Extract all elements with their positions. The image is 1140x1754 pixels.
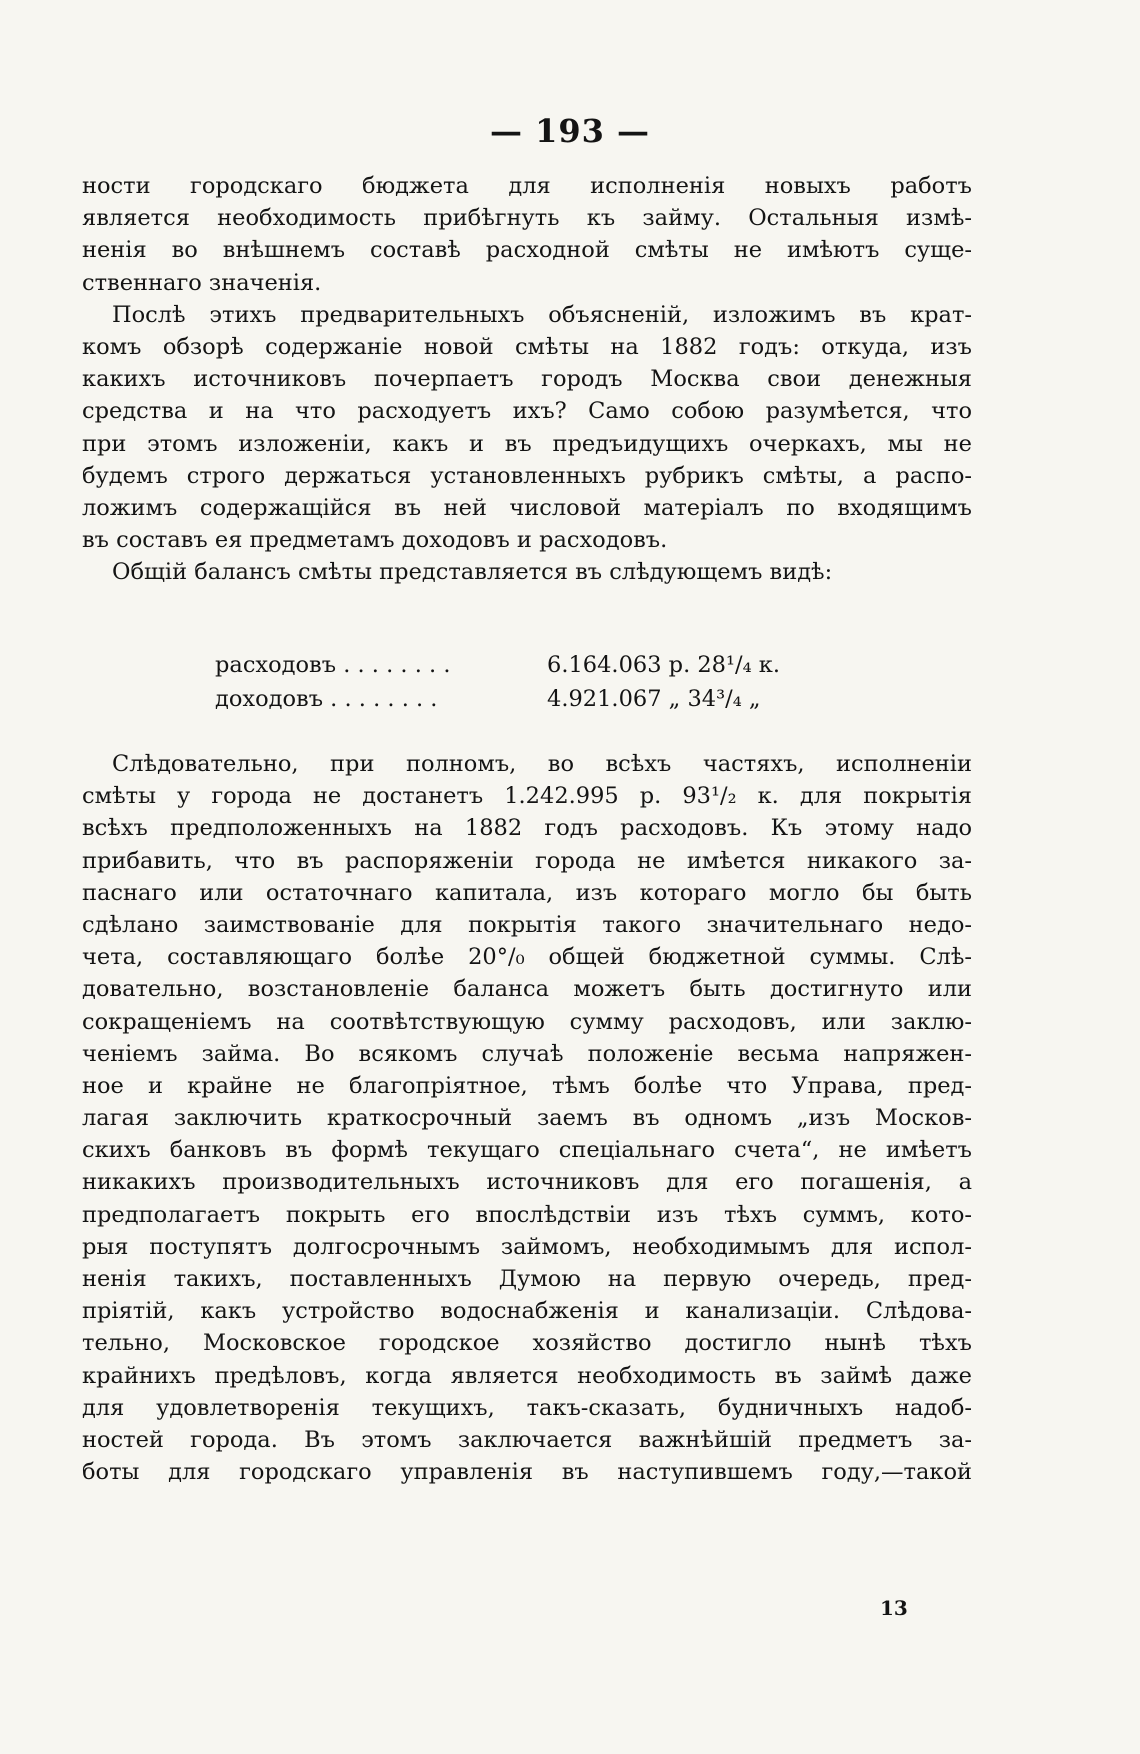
text-line: является необходимость прибѣгнуть къ займу. Остальныя измѣ- <box>82 205 972 232</box>
text-line: лагая заключить краткосрочный заемъ въ одномъ „изъ Москов- <box>82 1105 972 1132</box>
text-line: ченіемъ займа. Во всякомъ случаѣ положеніе весьма напряжен- <box>82 1040 972 1067</box>
balance-value: 6.164.063 р. 28¹/₄ к. <box>547 652 780 678</box>
text-line: сокращеніемъ на соотвѣтствующую сумму расходовъ, или заклю- <box>82 1008 972 1035</box>
text-block-bottom <box>82 748 972 1488</box>
balance-value: 4.921.067 „ 34³/₄ „ <box>547 686 761 712</box>
text-line: паснаго или остаточнаго капитала, изъ котораго могло бы быть <box>82 879 972 906</box>
text-line: ненія во внѣшнемъ составѣ расходной смѣты не имѣютъ суще- <box>82 237 972 264</box>
text-line: пріятій, какъ устройство водоснабженія и канализаціи. Слѣдова- <box>82 1298 972 1325</box>
text-line: будемъ строго держаться установленныхъ рубрикъ смѣты, а распо- <box>82 462 972 489</box>
text-line: средства и на что расходуетъ ихъ? Само собою разумѣется, что <box>82 398 972 425</box>
text-line: при этомъ изложеніи, какъ и въ предъидущихъ очеркахъ, мы не <box>82 430 972 457</box>
balance-row-expenses <box>215 648 780 682</box>
text-line: ное и крайне не благопріятное, тѣмъ болѣе что Управа, пред- <box>82 1072 972 1099</box>
balance-row-revenues <box>215 682 780 716</box>
text-line: сдѣлано заимствованіе для покрытія такого значительнаго недо- <box>82 911 972 938</box>
text-line: для удовлетворенія текущихъ, такъ-сказать, будничныхъ надоб- <box>82 1394 972 1421</box>
balance-table <box>215 648 780 716</box>
balance-label: расходовъ . . . . . . . . <box>215 652 451 678</box>
text-line: прибавить, что въ распоряженіи города не имѣется никакого за- <box>82 847 972 874</box>
text-line: боты для городскаго управленія въ наступившемъ году,—такой <box>82 1459 972 1486</box>
text-line: довательно, возстановленіе баланса можетъ быть достигнуто или <box>82 976 972 1003</box>
text-line: въ составъ ея предметамъ доходовъ и расходовъ. <box>82 527 668 554</box>
text-line: Общій балансъ смѣты представляется въ слѣдующемъ видѣ: <box>112 559 833 586</box>
text-line: рыя поступятъ долгосрочнымъ займомъ, необходимымъ для испол- <box>82 1233 972 1260</box>
text-line: ложимъ содержащійся въ ней числовой матеріалъ по входящимъ <box>82 494 972 521</box>
text-line: ности городскаго бюджета для исполненія новыхъ работъ <box>82 173 972 199</box>
text-line: никакихъ производительныхъ источниковъ для его погашенія, а <box>82 1169 972 1196</box>
text-line: смѣты у города не достанетъ 1.242.995 р. 93¹/₂ к. для покрытія <box>82 783 972 810</box>
text-line: чета, составляющаго болѣе 20°/₀ общей бюджетной суммы. Слѣ- <box>82 944 972 971</box>
text-line: Слѣдовательно, при полномъ, во всѣхъ частяхъ, исполненіи <box>112 751 972 777</box>
text-line: какихъ источниковъ почерпаетъ городъ Москва свои денежныя <box>82 366 972 393</box>
text-line: ностей города. Въ этомъ заключается важнѣйшій предметъ за- <box>82 1426 972 1453</box>
text-line: ненія такихъ, поставленныхъ Думою на первую очередь, пред- <box>82 1266 972 1292</box>
text-line: предполагаетъ покрыть его впослѣдствіи изъ тѣхъ суммъ, кото- <box>82 1201 972 1228</box>
text-line: Послѣ этихъ предварительныхъ объясненій, изложимъ въ крат- <box>112 301 972 328</box>
text-line: ственнаго значенія. <box>82 269 322 296</box>
signature-mark: 13 <box>880 1596 908 1620</box>
page-number: — 193 — <box>489 112 651 150</box>
text-line: комъ обзорѣ содержаніе новой смѣты на 1882 годъ: откуда, изъ <box>82 333 972 360</box>
text-line: крайнихъ предѣловъ, когда является необходимость въ займѣ даже <box>82 1362 972 1389</box>
text-line: всѣхъ предположенныхъ на 1882 годъ расходовъ. Къ этому надо <box>82 815 972 842</box>
text-line: тельно, Московское городское хозяйство достигло нынѣ тѣхъ <box>82 1330 972 1357</box>
text-block-top <box>82 170 972 588</box>
text-line: скихъ банковъ въ формѣ текущаго спеціальнаго счета“, не имѣетъ <box>82 1137 972 1164</box>
balance-label: доходовъ . . . . . . . . <box>215 686 438 712</box>
